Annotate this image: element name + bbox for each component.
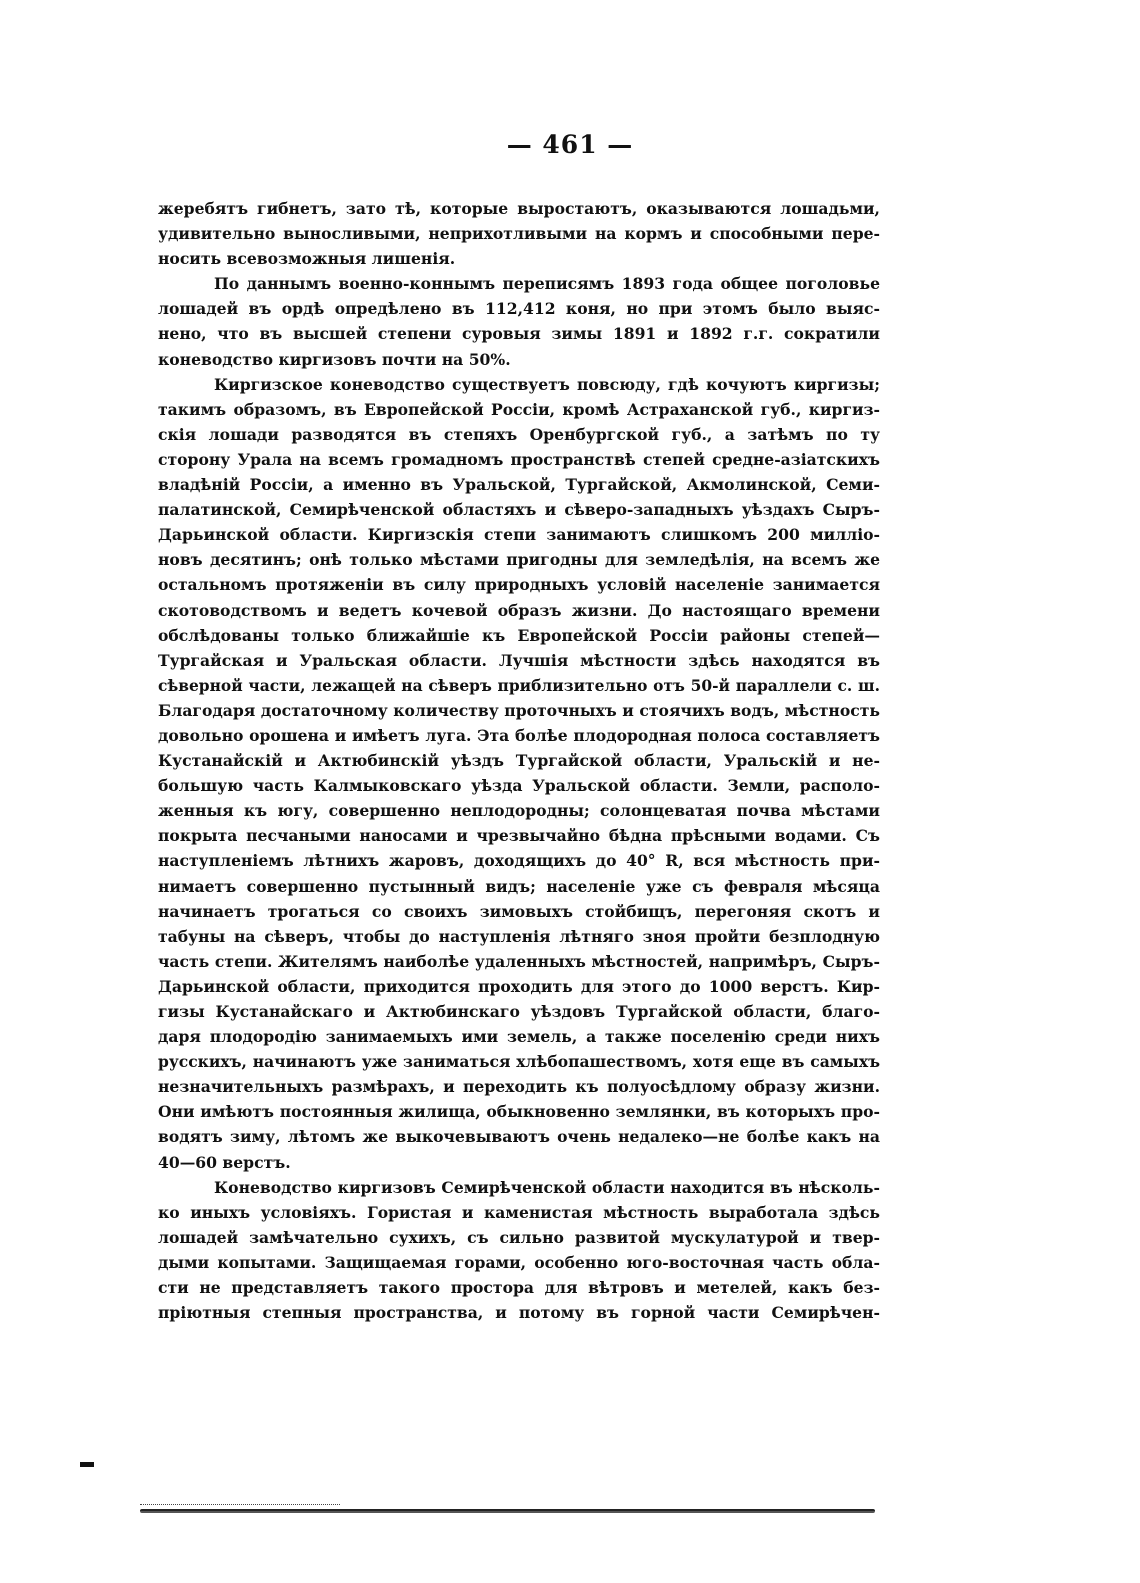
text-line: коневодство киргизовъ почти на 50%. [158, 349, 511, 369]
text-line: остальномъ протяженіи въ силу природныхъ условій населеніе занимается [158, 575, 880, 595]
margin-mark [80, 1462, 94, 1467]
text-line: лошадей въ ордѣ опредѣлено въ 112,412 коня, но при этомъ было выяс- [158, 299, 880, 319]
text-line: скотоводствомъ и ведетъ кочевой образъ жизни. До настоящаго времени [158, 600, 880, 620]
paragraph-2 [158, 271, 880, 371]
text-line: жеребятъ гибнетъ, зато тѣ, которые выростаютъ, оказываются лошадьми, [158, 199, 880, 218]
scan-edge-line [140, 1504, 340, 1506]
text-line: носить всевозможныя лишенія. [158, 249, 456, 269]
text-line: нено, что въ высшей степени суровыя зимы 1891 и 1892 г.г. сократили [158, 324, 880, 344]
text-line: пріютныя степныя пространства, и потому въ горной части Семирѣчен- [158, 1303, 880, 1323]
text-line: скія лошади разводятся въ степяхъ Оренбургской губ., а затѣмъ по ту [158, 424, 880, 444]
text-line: новъ десятинъ; онѣ только мѣстами пригодны для земледѣлія, на всемъ же [158, 550, 880, 570]
text-line: часть степи. Жителямъ наиболѣе удаленныхъ мѣстностей, напримѣръ, Сыръ- [158, 951, 880, 971]
page-number: — 461 — [506, 130, 634, 159]
text-line: Киргизское коневодство существуетъ повсюду, гдѣ кочуютъ киргизы; [214, 374, 880, 394]
text-line: палатинской, Семирѣченской областяхъ и сѣверо-западныхъ уѣздахъ Сыръ- [158, 500, 880, 520]
text-line: По даннымъ военно-коннымъ переписямъ 1893 года общее поголовье [214, 274, 880, 294]
text-line: удивительно выносливыми, неприхотливыми на кормъ и способными пере- [158, 224, 880, 244]
text-line: даря плодородію занимаемыхъ ими земель, а также поселенію среди нихъ [158, 1027, 880, 1047]
text-line: Они имѣютъ постоянныя жилища, обыкновенно землянки, въ которыхъ про- [158, 1102, 880, 1122]
text-line: Дарьинской области, приходится проходить для этого до 1000 верстъ. Кир- [158, 976, 880, 996]
text-line: сѣверной части, лежащей на сѣверъ приблизительно отъ 50-й параллели с. ш. [158, 675, 880, 695]
text-line: такимъ образомъ, въ Европейской Россіи, кромѣ Астраханской губ., киргиз- [158, 399, 880, 419]
text-line: лошадей замѣчательно сухихъ, съ сильно развитой мускулатурой и твер- [158, 1227, 880, 1247]
text-line: Дарьинской области. Киргизскія степи занимаютъ слишкомъ 200 милліо- [158, 525, 880, 545]
text-line: незначительныхъ размѣрахъ, и переходить къ полуосѣдлому образу жизни. [158, 1077, 880, 1097]
text-line: Благодаря достаточному количеству проточныхъ и стоячихъ водъ, мѣстность [158, 700, 880, 720]
text-line: большую часть Калмыковскаго уѣзда Уральской области. Земли, располо- [158, 776, 880, 796]
text-line: дыми копытами. Защищаемая горами, особенно юго-восточная часть обла- [158, 1252, 880, 1272]
body-text [158, 196, 880, 1325]
text-line: сторону Урала на всемъ громадномъ пространствѣ степей средне-азіатскихъ [158, 449, 880, 469]
text-line: гизы Кустанайскаго и Актюбинскаго уѣздовъ Тургайской области, благо- [158, 1002, 880, 1021]
text-line: водятъ зиму, лѣтомъ же выкочевываютъ очень недалеко—не болѣе какъ на [158, 1127, 880, 1147]
text-line: табуны на сѣверъ, чтобы до наступленія лѣтняго зноя пройти безплодную [158, 926, 880, 946]
text-line: русскихъ, начинаютъ уже заниматься хлѣбопашествомъ, хотя еще въ самыхъ [158, 1052, 880, 1072]
text-line: женныя къ югу, совершенно неплодородны; солонцеватая почва мѣстами [158, 801, 880, 821]
text-line: покрыта песчаными наносами и чрезвычайно бѣдна прѣсными водами. Съ [158, 826, 880, 846]
text-line: Кустанайскій и Актюбинскій уѣздъ Тургайской области, Уральскій и не- [158, 751, 880, 771]
text-line: владѣній Россіи, а именно въ Уральской, Тургайской, Акмолинской, Семи- [158, 475, 880, 495]
paragraph-4 [158, 1175, 880, 1326]
text-line: Тургайская и Уральская области. Лучшія мѣстности здѣсь находятся въ [158, 650, 880, 670]
text-line: обслѣдованы только ближайшіе къ Европейской Россіи районы степей— [158, 625, 880, 645]
text-line: наступленіемъ лѣтнихъ жаровъ, доходящихъ до 40° R, вся мѣстность при- [158, 851, 880, 871]
text-line: довольно орошена и имѣетъ луга. Эта болѣе плодородная полоса составляетъ [158, 725, 880, 745]
bottom-rule [140, 1509, 875, 1513]
text-line: нимаетъ совершенно пустынный видъ; населеніе уже съ февраля мѣсяца [158, 876, 880, 896]
text-line: 40—60 верстъ. [158, 1152, 291, 1172]
text-line: сти не представляетъ такого простора для вѣтровъ и метелей, какъ без- [158, 1278, 880, 1298]
text-line: Коневодство киргизовъ Семирѣченской области находится въ нѣсколь- [214, 1177, 880, 1197]
text-line: ко иныхъ условіяхъ. Гористая и каменистая мѣстность выработала здѣсь [158, 1202, 880, 1222]
paragraph-1 [158, 196, 880, 271]
text-line: начинаетъ трогаться со своихъ зимовыхъ стойбищъ, перегоняя скотъ и [158, 901, 880, 921]
paragraph-3 [158, 372, 880, 1175]
